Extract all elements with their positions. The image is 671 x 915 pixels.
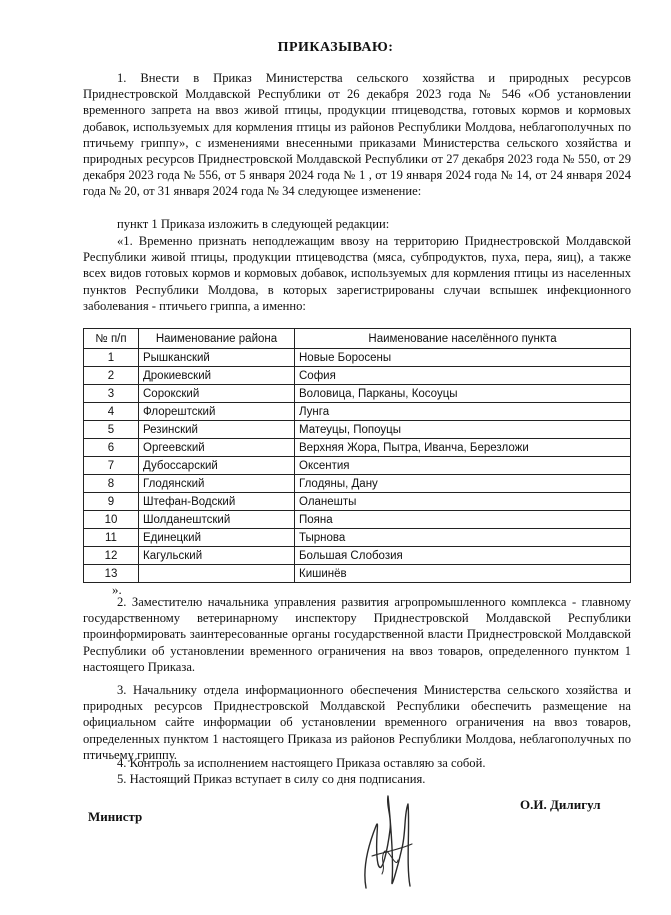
paragraph-1: [83, 70, 631, 200]
table-cell-number: 12: [84, 547, 139, 565]
table-cell-number: 3: [84, 385, 139, 403]
regions-table: [83, 328, 631, 583]
table-row: [84, 385, 631, 403]
table-cell-settlement: Оланешты: [295, 493, 631, 511]
paragraph-2-text: пункт 1 Приказа изложить в следующей редакции:: [117, 217, 390, 231]
table-cell-region: Кагульский: [139, 547, 295, 565]
table-cell-settlement: Глодяны, Дану: [295, 475, 631, 493]
table-cell-number: 9: [84, 493, 139, 511]
signer-name: О.И. Дилигул: [520, 797, 601, 812]
table-cell-number: 2: [84, 367, 139, 385]
table-cell-region: Резинский: [139, 421, 295, 439]
paragraph-6-text: 4. Контроль за исполнением настоящего Приказа оставляю за собой.: [117, 756, 486, 770]
table-row: [84, 439, 631, 457]
table-cell-settlement: Тырнова: [295, 529, 631, 547]
closing-quote-mark: ».: [112, 582, 122, 597]
table-body: [84, 349, 631, 583]
table-cell-number: 13: [84, 565, 139, 583]
table-cell-settlement: Оксентия: [295, 457, 631, 475]
table-cell-region: Оргеевский: [139, 439, 295, 457]
paragraph-1-text: 1. Внести в Приказ Министерства сельского хозяйства и природных ресурсов Приднестровской Молдавской Республики от 26 декабря 2023 года № 546 «Об установлении временного запрета на ввоз живой птицы, продукции птицеводства, готовых кормов и кормовых добавок, используемых для кормления птицы из районов Республики Молдова, неблагополучных по птичьему гриппу», с изменениями внесенными приказами Министерства сельского хозяйства и природных ресурсов Приднестровской Молдавской Республики от 27 декабря 2023 года № 550, от 29 декабря 2023 года № 556, от 5 января 2024 года № 1 , от 19 января 2024 года № 14, от 24 января 2024 года № 20, от 31 января 2024 года № 34 следующее изменение:: [83, 71, 631, 199]
table-row: [84, 511, 631, 529]
table-row: [84, 547, 631, 565]
table-cell-number: 8: [84, 475, 139, 493]
table-header-number: № п/п: [84, 329, 139, 349]
paragraph-4: [83, 594, 631, 675]
table-cell-region: Глодянский: [139, 475, 295, 493]
table-row: [84, 367, 631, 385]
table-row: [84, 493, 631, 511]
table-row: [84, 457, 631, 475]
table-cell-settlement: Лунга: [295, 403, 631, 421]
table-cell-region: Единецкий: [139, 529, 295, 547]
table-cell-region: Рышканский: [139, 349, 295, 367]
paragraph-6: [83, 755, 631, 771]
handwritten-signature: [352, 786, 422, 896]
table-cell-region: Дубоссарский: [139, 457, 295, 475]
table-header-row: [84, 329, 631, 349]
table-cell-settlement: София: [295, 367, 631, 385]
table-cell-number: 7: [84, 457, 139, 475]
table-cell-region: Флорештский: [139, 403, 295, 421]
paragraph-3: [83, 233, 631, 314]
paragraph-7: [83, 771, 631, 787]
document-heading: ПРИКАЗЫВАЮ:: [277, 40, 394, 55]
table-header-region: Наименование района: [139, 329, 295, 349]
minister-label: Министр: [88, 809, 143, 824]
paragraph-7-text: 5. Настоящий Приказ вступает в силу со дня подписания.: [117, 772, 426, 786]
table-row: [84, 475, 631, 493]
table-row: [84, 421, 631, 439]
table-cell-settlement: Матеуцы, Попоуцы: [295, 421, 631, 439]
table-row: [84, 565, 631, 583]
table-cell-settlement: Большая Слобозия: [295, 547, 631, 565]
table-header-settlement: Наименование населённого пункта: [295, 329, 631, 349]
table-cell-number: 11: [84, 529, 139, 547]
paragraph-5: [83, 682, 631, 763]
table-cell-region: Штефан-Водский: [139, 493, 295, 511]
table-cell-settlement: Верхняя Жора, Пытра, Иванча, Березложи: [295, 439, 631, 457]
table-row: [84, 349, 631, 367]
table-cell-settlement: Воловица, Парканы, Косоуцы: [295, 385, 631, 403]
table-cell-settlement: Пояна: [295, 511, 631, 529]
table-cell-number: 6: [84, 439, 139, 457]
table-cell-region: Дрокиевский: [139, 367, 295, 385]
table-cell-region: Шолданештский: [139, 511, 295, 529]
table-row: [84, 529, 631, 547]
table-cell-number: 4: [84, 403, 139, 421]
paragraph-3-text: «1. Временно признать неподлежащим ввозу на территорию Приднестровской Молдавской Республики живой птицы, продукции птицеводства (мяса, субпродуктов, пуха, пера, яиц), а также всех видов готовых кормов и кормовых добавок, используемых для кормления птицы из населенных пунктов Республики Молдова, в которых зарегистрированы случаи вспышек инфекционного заболевания - птичьего гриппа, а именно:: [83, 234, 631, 313]
paragraph-5-text: 3. Начальнику отдела информационного обеспечения Министерства сельского хозяйства и природных ресурсов Приднестровской Молдавской Республики обеспечить размещение на официальном сайте информации об установлении временного ограничения на ввоз товаров, определенных пунктом 1 настоящего Приказа из районов Республики Молдова, неблагополучных по птичьему гриппу.: [83, 683, 631, 762]
table-cell-settlement: Новые Боросены: [295, 349, 631, 367]
table-cell-region: [139, 565, 295, 583]
table-row: [84, 403, 631, 421]
table-cell-number: 5: [84, 421, 139, 439]
table-cell-settlement: Кишинёв: [295, 565, 631, 583]
table-cell-region: Сорокский: [139, 385, 295, 403]
paragraph-2: [83, 216, 631, 232]
table-cell-number: 1: [84, 349, 139, 367]
paragraph-4-text: 2. Заместителю начальника управления развития агропромышленного комплекса - главному государственному ветеринарному инспектору Приднестровской Молдавской Республики проинформировать заинтересованные органы государственной власти Приднестровской Молдавской Республики об установлении временного ограничения на ввоз товаров, определенного пунктом 1 настоящего Приказа.: [83, 595, 631, 674]
table-cell-number: 10: [84, 511, 139, 529]
